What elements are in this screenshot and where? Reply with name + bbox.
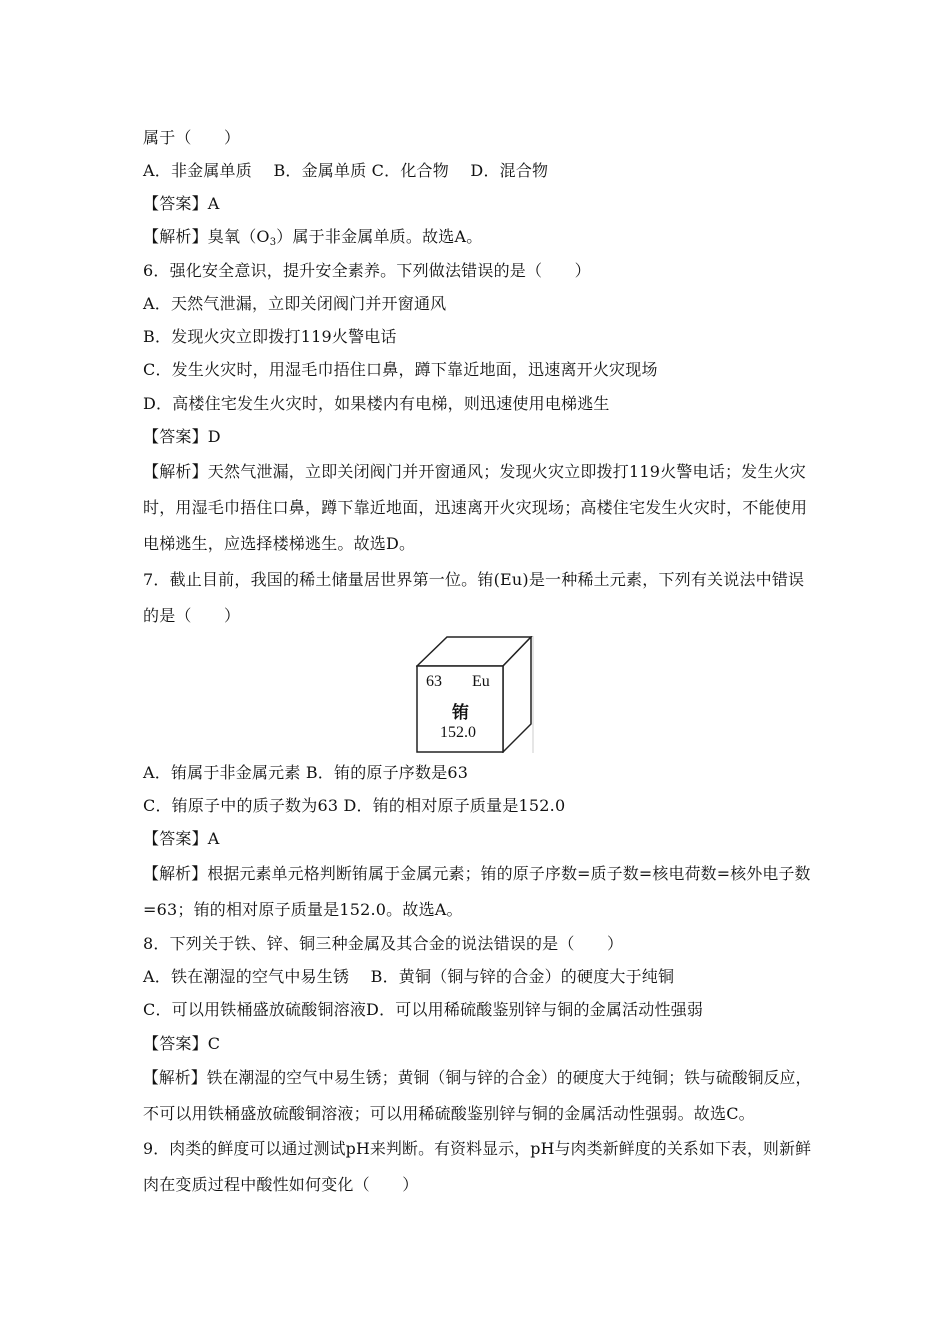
question-6-explanation-1: 【解析】天然气泄漏，立即关闭阀门并开窗通风；发现火灾立即拨打119火警电话；发生火灾 bbox=[143, 462, 806, 481]
question-6-explanation-2: 时，用湿毛巾捂住口鼻，蹲下靠近地面，迅速离开火灾现场；高楼住宅发生火灾时，不能使用 bbox=[143, 498, 808, 517]
question-6-option-b: B．发现火灾立即拨打119火警电话 bbox=[143, 327, 397, 346]
question-8-stem: 8．下列关于铁、锌、铜三种金属及其合金的说法错误的是（ ） bbox=[143, 934, 624, 953]
question-6-answer: 【答案】D bbox=[143, 427, 221, 446]
question-5-options: A．非金属单质 B．金属单质 C．化合物 D．混合物 bbox=[143, 161, 549, 180]
question-9-stem-1: 9．肉类的鲜度可以通过测试pH来判断。有资料显示，pH与肉类新鲜度的关系如下表，则新鲜 bbox=[143, 1139, 812, 1158]
ozone-subscript: 3 bbox=[269, 237, 277, 248]
question-5-stem-end: 属于（ ） bbox=[143, 128, 241, 147]
europium-element-tile bbox=[416, 636, 534, 753]
question-5-answer: 【答案】A bbox=[143, 194, 220, 213]
element-name: 铕 bbox=[452, 703, 469, 723]
question-7-explanation-2: =63；铕的相对原子质量是152.0。故选A。 bbox=[143, 900, 463, 919]
question-6-option-d: D．高楼住宅发生火灾时，如果楼内有电梯，则迅速使用电梯逃生 bbox=[143, 394, 610, 413]
question-8-answer: 【答案】C bbox=[143, 1034, 221, 1053]
element-symbol: Eu bbox=[472, 673, 490, 690]
question-8-explanation-1: 【解析】铁在潮湿的空气中易生锈；黄铜（铜与锌的合金）的硬度大于纯铜；铁与硫酸铜反应， bbox=[143, 1068, 812, 1087]
question-6-stem: 6．强化安全意识，提升安全素养。下列做法错误的是（ ） bbox=[143, 261, 591, 280]
explanation-text-end: ）属于非金属单质。故选A。 bbox=[276, 227, 483, 246]
question-9-stem-2: 肉在变质过程中酸性如何变化（ ） bbox=[143, 1175, 419, 1194]
atomic-mass: 152.0 bbox=[440, 724, 476, 741]
question-8-options-cd: C．可以用铁桶盛放硫酸铜溶液D．可以用稀硫酸鉴别锌与铜的金属活动性强弱 bbox=[143, 1000, 704, 1019]
question-5-explanation bbox=[143, 227, 482, 253]
question-6-option-c: C．发生火灾时，用湿毛巾捂住口鼻，蹲下靠近地面，迅速离开火灾现场 bbox=[143, 360, 658, 379]
question-7-options-cd: C．铕原子中的质子数为63 D．铕的相对原子质量是152.0 bbox=[143, 796, 566, 815]
explanation-text-start: 【解析】臭氧（O bbox=[143, 227, 270, 246]
question-7-options-ab: A．铕属于非金属元素 B．铕的原子序数是63 bbox=[143, 763, 469, 782]
question-6-explanation-3: 电梯逃生，应选择楼梯逃生。故选D。 bbox=[143, 534, 416, 553]
question-7-answer: 【答案】A bbox=[143, 829, 220, 848]
atomic-number: 63 bbox=[426, 673, 442, 690]
question-7-explanation-1: 【解析】根据元素单元格判断铕属于金属元素；铕的原子序数=质子数=核电荷数=核外电子数 bbox=[143, 864, 811, 883]
question-8-options-ab: A．铁在潮湿的空气中易生锈 B．黄铜（铜与锌的合金）的硬度大于纯铜 bbox=[143, 967, 675, 986]
question-7-stem-2: 的是（ ） bbox=[143, 606, 241, 625]
question-6-option-a: A．天然气泄漏，立即关闭阀门并开窗通风 bbox=[143, 294, 447, 313]
question-8-explanation-2: 不可以用铁桶盛放硫酸铜溶液；可以用稀硫酸鉴别锌与铜的金属活动性强弱。故选C。 bbox=[143, 1104, 755, 1123]
question-7-stem-1: 7．截止目前，我国的稀土储量居世界第一位。铕(Eu)是一种稀土元素，下列有关说法中错误 bbox=[143, 570, 805, 589]
